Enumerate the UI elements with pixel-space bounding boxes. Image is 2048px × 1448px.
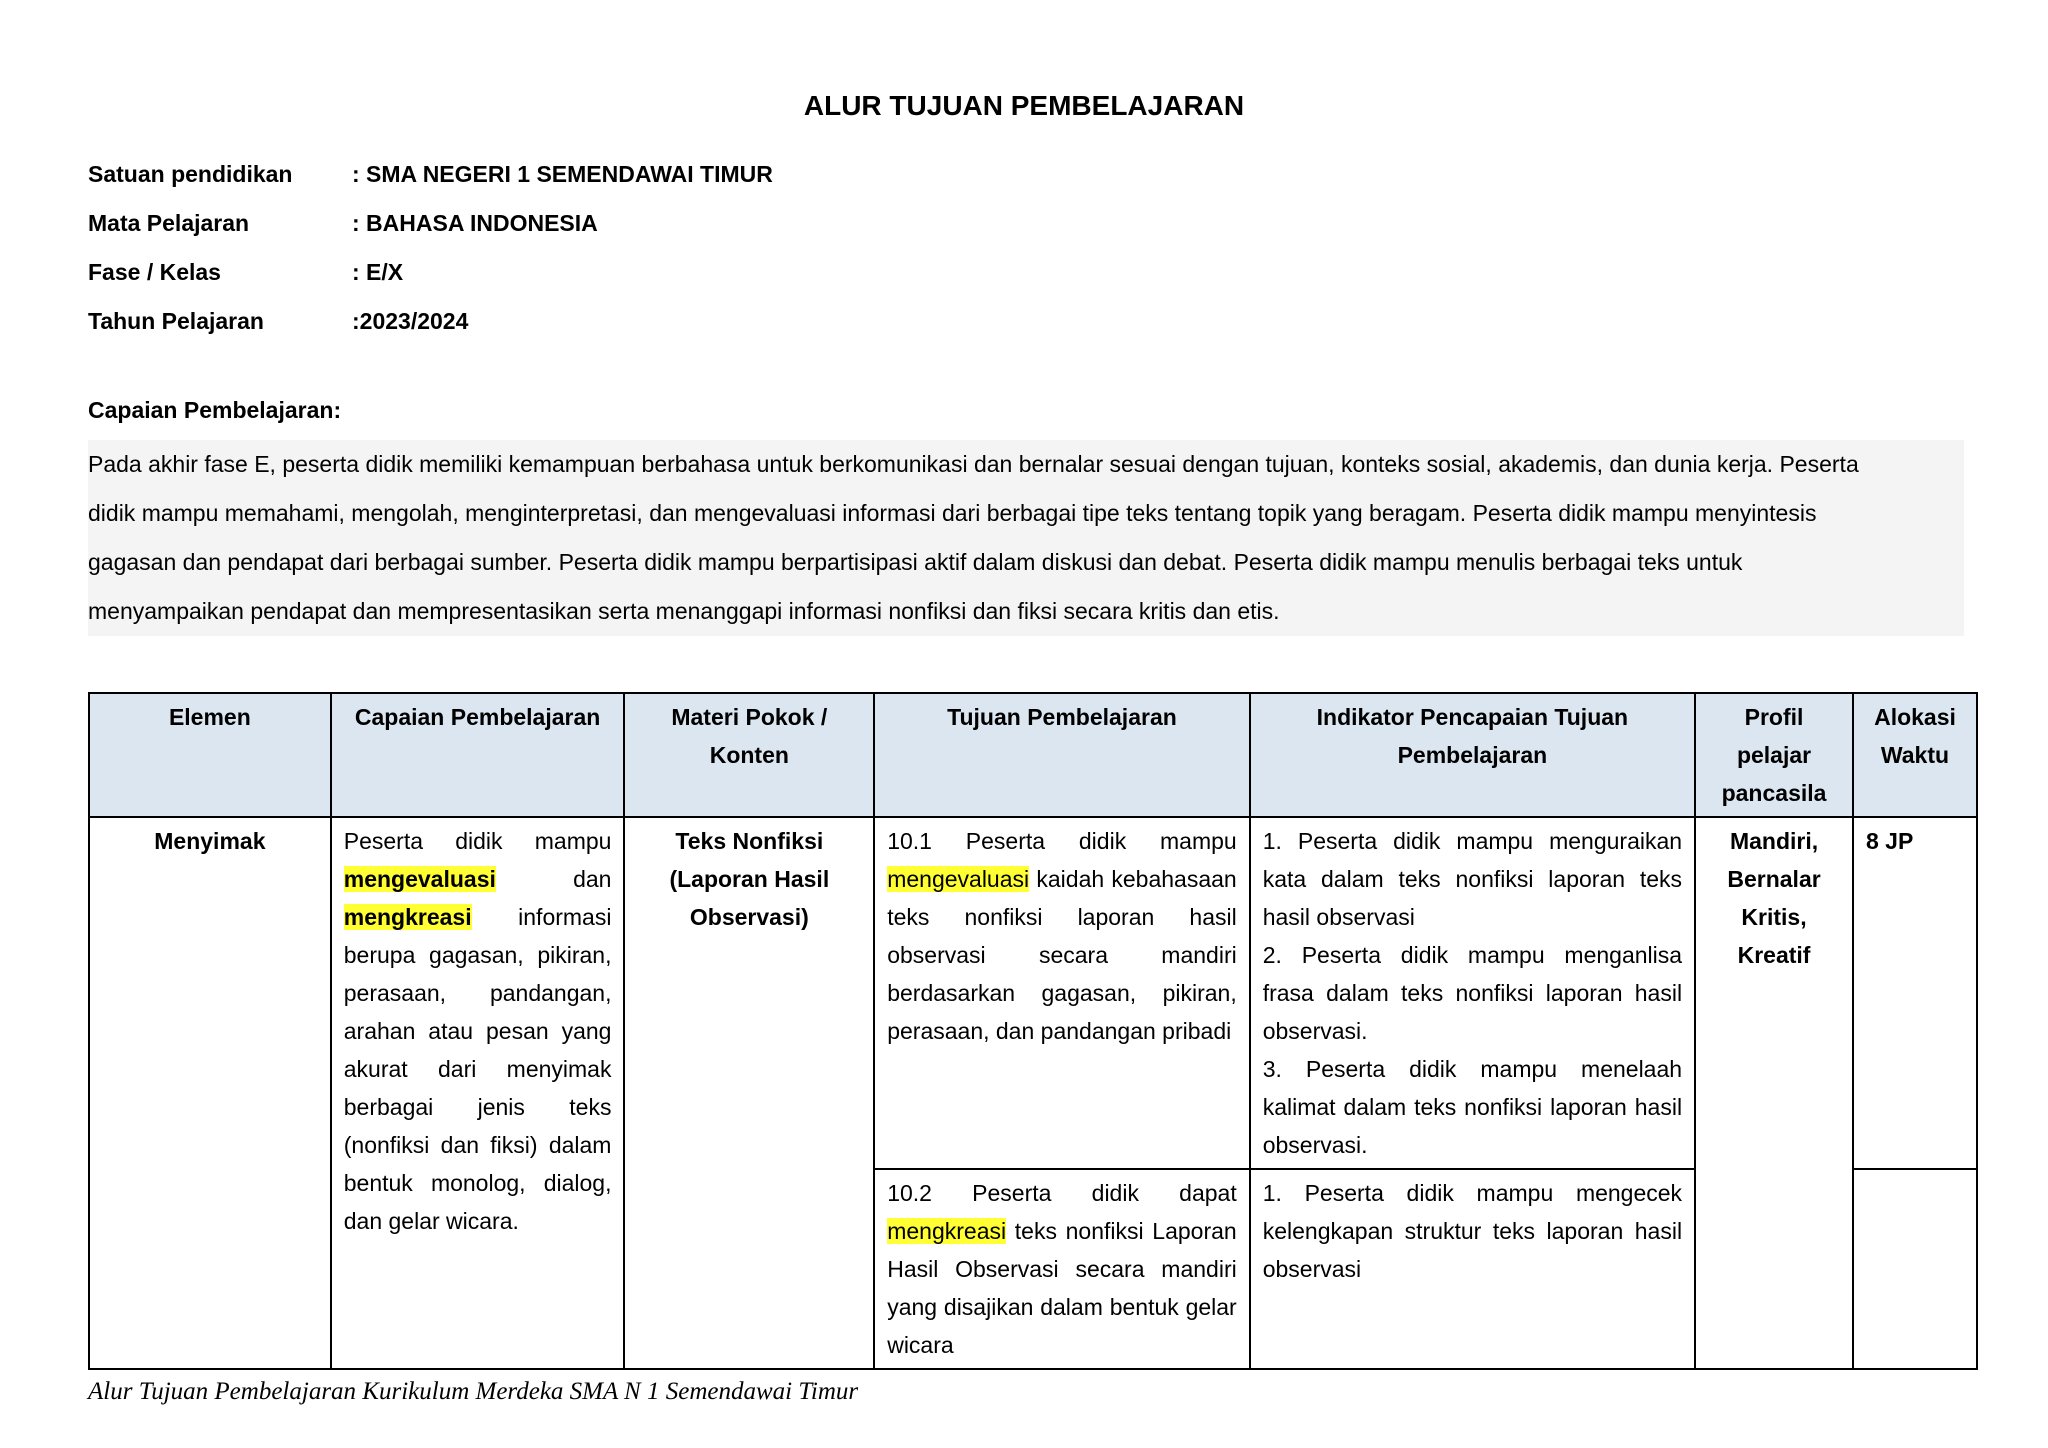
indikator-item: 1. Peserta didik mampu menguraikan kata dalam teks nonfiksi laporan teks hasil observasi [1262, 828, 1683, 930]
meta-label: Satuan pendidikan [88, 161, 293, 187]
meta-label: Fase / Kelas [88, 259, 221, 285]
meta-label: Mata Pelajaran [88, 210, 250, 236]
cp-text-mid: dan [573, 866, 612, 892]
meta-value: : E/X [352, 259, 404, 285]
atp-table [88, 692, 1978, 1370]
highlight-mengevaluasi: mengevaluasi [887, 866, 1030, 892]
meta-row-mapel [88, 199, 773, 248]
capaian-line: didik mampu memahami, mengolah, menginterpretasi, dan mengevaluasi informasi dari berbagai tipe teks tentang topik yang beragam. Peserta didik mampu menyintesis [88, 489, 1964, 538]
capaian-paragraph [88, 440, 1964, 636]
meta-row-fase [88, 248, 773, 297]
cell-materi: Teks Nonfiksi (Laporan Hasil Observasi) [624, 817, 874, 1369]
indikator-item: 2. Peserta didik mampu menganlisa frasa dalam teks nonfiksi laporan hasil observasi. [1262, 942, 1683, 1044]
highlight-mengkreasi: mengkreasi [343, 904, 472, 930]
capaian-line: menyampaikan pendapat dan mempresentasikan serta menanggapi informasi nonfiksi dan fiksi secara kritis dan etis. [88, 587, 1964, 636]
cell-tujuan-2 [874, 1169, 1250, 1369]
header-alokasi: Alokasi Waktu [1853, 693, 1977, 817]
cell-alokasi: 8 JP [1853, 817, 1977, 1169]
header-indikator: Indikator Pencapaian Tujuan Pembelajaran [1250, 693, 1695, 817]
meta-label: Tahun Pelajaran [88, 308, 264, 334]
page-footer: Alur Tujuan Pembelajaran Kurikulum Merdeka SMA N 1 Semendawai Timur [88, 1378, 859, 1405]
tp2-post: teks nonfiksi Laporan Hasil Observasi secara mandiri yang disajikan dalam bentuk gelar wicara [887, 1218, 1237, 1358]
document-meta [88, 150, 773, 346]
cell-profil: Mandiri, Bernalar Kritis, Kreatif [1695, 817, 1853, 1369]
meta-row-tahun [88, 297, 773, 346]
tp2-pre: 10.2 Peserta didik dapat [887, 1180, 1237, 1206]
highlight-mengevaluasi: mengevaluasi [343, 866, 496, 892]
cell-capaian [331, 817, 625, 1369]
header-capaian: Capaian Pembelajaran [331, 693, 625, 817]
meta-value: : BAHASA INDONESIA [352, 210, 598, 236]
cp-text-pre: Peserta didik mampu [343, 828, 612, 854]
tp1-pre: 10.1 Peserta didik mampu [887, 828, 1237, 854]
meta-row-satuan [88, 150, 773, 199]
cell-elemen: Menyimak [89, 817, 331, 1369]
cell-indikator-1 [1250, 817, 1695, 1169]
header-profil: Profil pelajar pancasila [1695, 693, 1853, 817]
header-tujuan: Tujuan Pembelajaran [874, 693, 1250, 817]
meta-value: :2023/2024 [352, 308, 469, 334]
capaian-line: Pada akhir fase E, peserta didik memiliki kemampuan berbahasa untuk berkomunikasi dan bernalar sesuai dengan tujuan, konteks sosial, akademis, dan dunia kerja. Peserta [88, 440, 1964, 489]
indikator-item: 3. Peserta didik mampu menelaah kalimat dalam teks nonfiksi laporan hasil observasi. [1262, 1056, 1683, 1158]
capaian-line: gagasan dan pendapat dari berbagai sumber. Peserta didik mampu berpartisipasi aktif dalam diskusi dan debat. Peserta didik mampu menulis berbagai teks untuk [88, 538, 1964, 587]
highlight-mengkreasi: mengkreasi [887, 1218, 1007, 1244]
header-materi: Materi Pokok / Konten [624, 693, 874, 817]
table-row [89, 817, 1977, 1169]
tp1-post: kaidah kebahasaan teks nonfiksi laporan hasil observasi secara mandiri berdasarkan gagasan, pikiran, perasaan, dan pandangan pribadi [887, 866, 1237, 1044]
cell-indikator-2: 1. Peserta didik mampu mengecek kelengkapan struktur teks laporan hasil observasi [1250, 1169, 1695, 1369]
cell-tujuan-1 [874, 817, 1250, 1169]
capaian-heading: Capaian Pembelajaran: [88, 397, 342, 423]
table-header-row [89, 693, 1977, 817]
header-elemen: Elemen [89, 693, 331, 817]
cell-alokasi-empty [1853, 1169, 1977, 1369]
meta-value: : SMA NEGERI 1 SEMENDAWAI TIMUR [352, 161, 773, 187]
page-title: ALUR TUJUAN PEMBELAJARAN [803, 90, 1245, 121]
cp-text-post: informasi berupa gagasan, pikiran, perasaan, pandangan, arahan atau pesan yang akurat dari menyimak berbagai jenis teks (nonfiksi dan fiksi) dalam bentuk monolog, dialog, dan gelar wicara. [343, 904, 612, 1234]
